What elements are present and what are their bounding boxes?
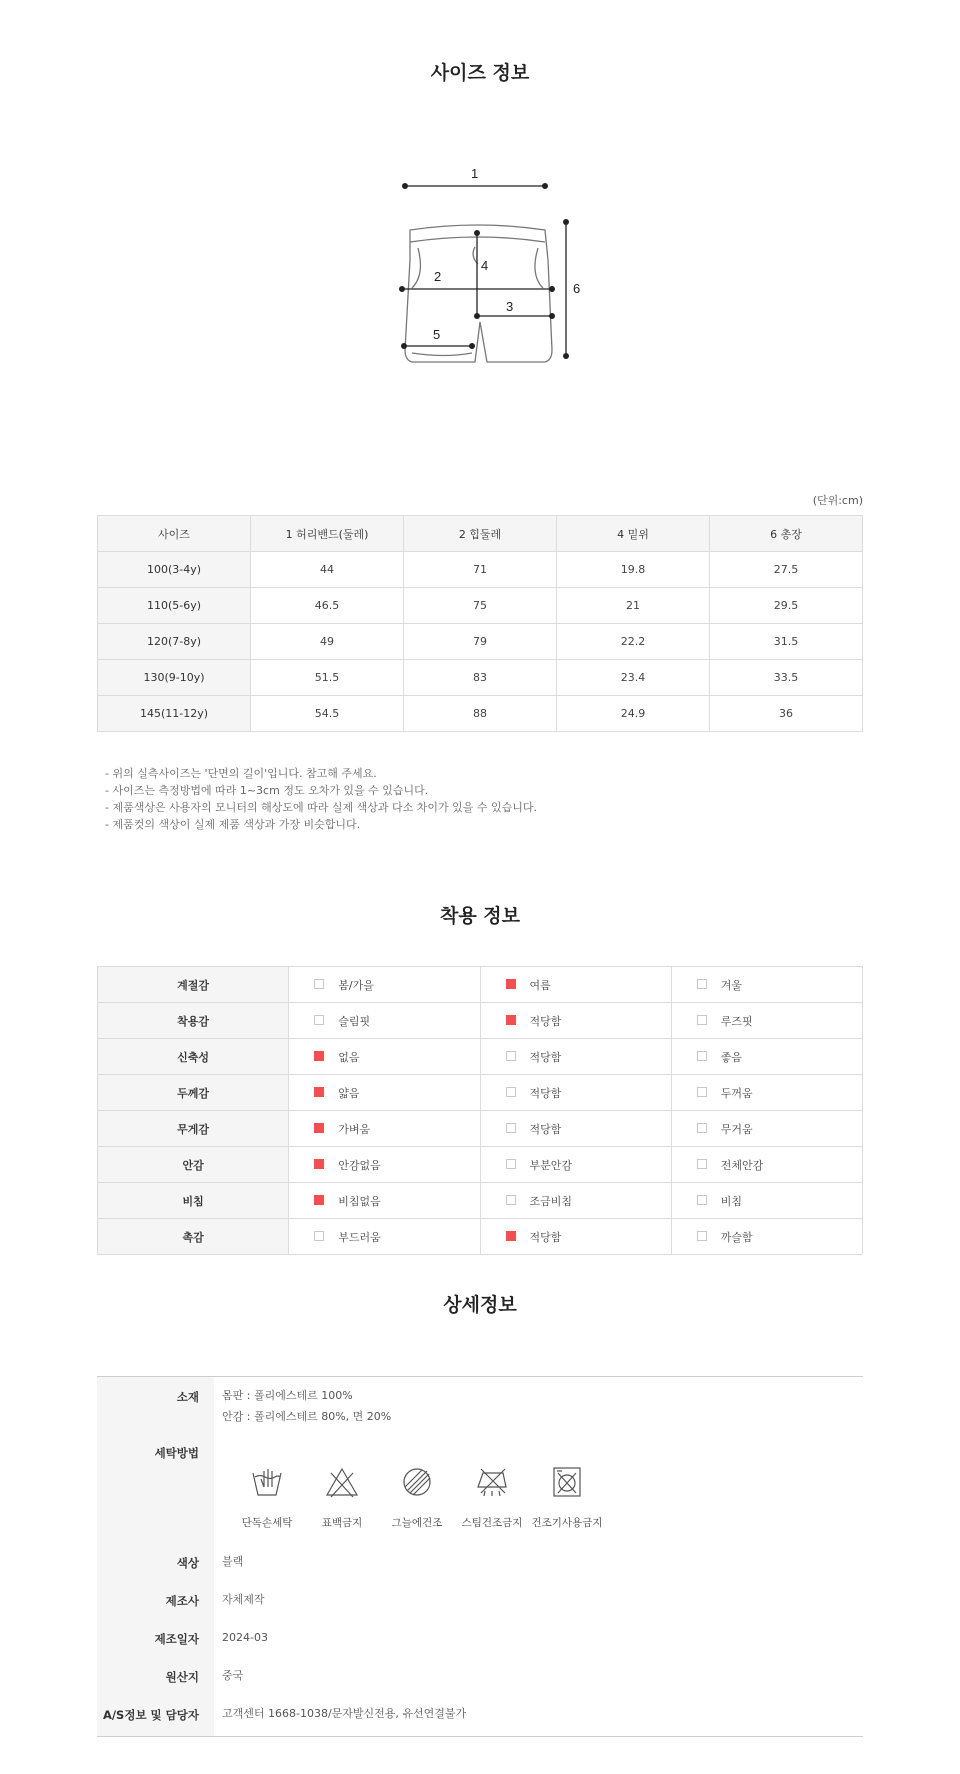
unchecked-box-icon <box>506 1195 516 1205</box>
fit-option-label: 가벼움 <box>338 1122 371 1136</box>
table-cell: 29.5 <box>710 588 863 624</box>
fit-option <box>671 1075 862 1111</box>
fit-option <box>671 1183 862 1219</box>
size-cell: 120(7-8y) <box>98 624 251 660</box>
table-cell: 83 <box>404 660 557 696</box>
care-label: 표백금지 <box>321 1517 363 1529</box>
fit-option <box>671 1147 862 1183</box>
detail-section-title: 상세정보 <box>443 1294 517 1316</box>
fit-option-label: 슬림핏 <box>338 1014 371 1028</box>
unchecked-box-icon <box>697 1015 707 1025</box>
table-cell: 46.5 <box>251 588 404 624</box>
fit-option-label: 적당함 <box>529 1086 562 1100</box>
unchecked-box-icon <box>697 979 707 989</box>
fit-option-label: 적당함 <box>529 1122 562 1136</box>
table-cell: 23.4 <box>557 660 710 696</box>
checked-box-icon <box>506 1231 516 1241</box>
table-cell: 36 <box>710 696 863 732</box>
table-cell: 24.9 <box>557 696 710 732</box>
fit-row-label: 비침 <box>98 1183 289 1219</box>
table-cell: 44 <box>251 552 404 588</box>
note-item: - 제품색상은 사용자의 모니터의 해상도에 따라 실제 색상과 다소 차이가 있을 수 있습니다. <box>105 801 537 814</box>
checked-box-icon <box>314 1159 324 1169</box>
fit-row <box>98 1219 863 1255</box>
washing-label: 세탁방법 <box>154 1446 199 1460</box>
date-label: 제조일자 <box>154 1632 199 1646</box>
unchecked-box-icon <box>697 1051 707 1061</box>
left-hem <box>412 353 472 356</box>
fit-option <box>671 1039 862 1075</box>
fit-option <box>289 1111 480 1147</box>
fit-option <box>480 1147 671 1183</box>
maker-label: 제조사 <box>165 1594 199 1608</box>
left-pocket <box>412 248 420 288</box>
unchecked-box-icon <box>697 1087 707 1097</box>
fit-option <box>289 1003 480 1039</box>
fit-option-label: 비침 <box>720 1194 743 1208</box>
unchecked-box-icon <box>697 1195 707 1205</box>
fit-option <box>289 1039 480 1075</box>
table-cell: 71 <box>404 552 557 588</box>
table-row <box>98 624 863 660</box>
detail-info-table <box>97 1376 863 1737</box>
fit-row-label: 무게감 <box>98 1111 289 1147</box>
unchecked-box-icon <box>314 979 324 989</box>
color-label: 색상 <box>176 1556 199 1570</box>
unit-label: (단위:cm) <box>812 494 863 507</box>
table-cell: 19.8 <box>557 552 710 588</box>
note-item: - 제품컷의 색상이 실제 제품 색상과 가장 비슷합니다. <box>105 818 361 831</box>
fit-row <box>98 1111 863 1147</box>
fit-option <box>480 1075 671 1111</box>
fit-option-label: 부드러움 <box>338 1230 381 1244</box>
diagram-label-6: 6 <box>573 281 581 296</box>
waistband-col-header: 1 허리밴드(둘레) <box>251 516 404 552</box>
diagram-label-1: 1 <box>471 166 479 181</box>
size-notes <box>105 765 537 833</box>
fit-option-label: 부분안감 <box>529 1158 573 1172</box>
table-cell: 33.5 <box>710 660 863 696</box>
maker-value: 자체제작 <box>222 1593 265 1606</box>
color-value: 블랙 <box>222 1555 244 1568</box>
unchecked-box-icon <box>506 1051 516 1061</box>
size-section-title: 사이즈 정보 <box>430 62 530 84</box>
size-cell: 100(3-4y) <box>98 552 251 588</box>
fit-option-label: 얇음 <box>338 1086 360 1100</box>
size-cell: 130(9-10y) <box>98 660 251 696</box>
fit-option-label: 조금비침 <box>529 1194 573 1208</box>
fit-option <box>480 1003 671 1039</box>
unchecked-box-icon <box>314 1231 324 1241</box>
table-cell: 75 <box>404 588 557 624</box>
unchecked-box-icon <box>697 1159 707 1169</box>
material-line: 안감 : 폴리에스테르 80%, 면 20% <box>222 1410 392 1423</box>
care-label: 스팀건조금지 <box>461 1517 523 1529</box>
care-item <box>377 1465 457 1530</box>
unchecked-box-icon <box>697 1231 707 1241</box>
fit-row <box>98 1003 863 1039</box>
care-item <box>527 1465 607 1530</box>
table-cell: 31.5 <box>710 624 863 660</box>
unchecked-box-icon <box>506 1123 516 1133</box>
shorts-outline <box>405 225 552 362</box>
care-item <box>227 1465 307 1530</box>
checked-box-icon <box>314 1123 324 1133</box>
rise-col-header: 4 밑위 <box>557 516 710 552</box>
checked-box-icon <box>506 979 516 989</box>
no-steam-iron-icon <box>475 1465 509 1499</box>
hip-col-header: 2 힙둘레 <box>404 516 557 552</box>
size-table <box>97 515 863 732</box>
care-item <box>452 1465 532 1530</box>
fit-option-label: 전체안감 <box>720 1158 764 1172</box>
fit-row-label: 신축성 <box>98 1039 289 1075</box>
diagram-label-4: 4 <box>481 258 489 273</box>
right-pocket <box>535 248 543 288</box>
table-cell: 22.2 <box>557 624 710 660</box>
hand-wash-icon <box>250 1465 284 1499</box>
no-tumble-dry-icon <box>550 1465 584 1499</box>
material-value <box>222 1385 391 1427</box>
fit-option-label: 두꺼움 <box>720 1086 753 1100</box>
fit-option <box>671 1003 862 1039</box>
fit-option <box>480 1219 671 1255</box>
size-table-header-row <box>98 516 863 552</box>
material-label: 소재 <box>176 1390 199 1404</box>
material-line: 몸판 : 폴리에스테르 100% <box>222 1389 353 1402</box>
fit-option-label: 비침없음 <box>338 1194 381 1208</box>
fit-row <box>98 1147 863 1183</box>
length-col-header: 6 총장 <box>710 516 863 552</box>
fit-option-label: 봄/가을 <box>338 978 374 992</box>
fit-option-label: 적당함 <box>529 1230 562 1244</box>
fit-row-label: 촉감 <box>98 1219 289 1255</box>
fit-option <box>480 1183 671 1219</box>
note-item: - 사이즈는 측정방법에 따라 1~3cm 정도 오차가 있을 수 있습니다. <box>105 784 429 797</box>
fit-option <box>289 1183 480 1219</box>
care-icons <box>214 1465 674 1545</box>
as-info-label: A/S정보 및 담당자 <box>102 1708 199 1722</box>
fit-row-label: 착용감 <box>98 1003 289 1039</box>
fit-row-label: 두께감 <box>98 1075 289 1111</box>
table-row <box>98 660 863 696</box>
fit-row-label: 안감 <box>98 1147 289 1183</box>
checked-box-icon <box>506 1015 516 1025</box>
fit-option-label: 루즈핏 <box>720 1014 753 1028</box>
no-bleach-icon <box>325 1465 359 1499</box>
fit-row <box>98 967 863 1003</box>
fit-row <box>98 1183 863 1219</box>
fit-option <box>289 1075 480 1111</box>
table-cell: 21 <box>557 588 710 624</box>
table-row <box>98 588 863 624</box>
shade-dry-icon <box>400 1465 434 1499</box>
size-cell: 145(11-12y) <box>98 696 251 732</box>
fit-option <box>671 967 862 1003</box>
fit-option-label: 겨울 <box>720 978 743 992</box>
checked-box-icon <box>314 1087 324 1097</box>
fit-option-label: 좋음 <box>720 1050 743 1064</box>
shorts-measurement-diagram <box>0 160 960 380</box>
fit-option <box>671 1111 862 1147</box>
checked-box-icon <box>314 1051 324 1061</box>
date-value: 2024-03 <box>222 1631 268 1644</box>
fit-option-label: 적당함 <box>529 1050 562 1064</box>
care-item <box>302 1465 382 1530</box>
table-cell: 79 <box>404 624 557 660</box>
fit-option-label: 여름 <box>529 978 551 992</box>
unchecked-box-icon <box>697 1123 707 1133</box>
size-cell: 110(5-6y) <box>98 588 251 624</box>
unchecked-box-icon <box>506 1087 516 1097</box>
size-col-header: 사이즈 <box>98 516 251 552</box>
fit-table <box>97 966 863 1255</box>
fit-option-label: 무거움 <box>720 1122 753 1136</box>
table-row <box>98 696 863 732</box>
fit-option <box>289 1147 480 1183</box>
fit-option-label: 적당함 <box>529 1014 562 1028</box>
unchecked-box-icon <box>506 1159 516 1169</box>
unchecked-box-icon <box>314 1015 324 1025</box>
fit-option <box>480 1111 671 1147</box>
table-cell: 54.5 <box>251 696 404 732</box>
care-label: 단독손세탁 <box>241 1517 293 1529</box>
checked-box-icon <box>314 1195 324 1205</box>
fit-option <box>480 967 671 1003</box>
table-cell: 51.5 <box>251 660 404 696</box>
fit-row-label: 계절감 <box>98 967 289 1003</box>
note-item: - 위의 실측사이즈는 '단면의 길이'입니다. 참고해 주세요. <box>105 767 377 780</box>
origin-value: 중국 <box>222 1669 244 1682</box>
fit-option <box>289 1219 480 1255</box>
origin-label: 원산지 <box>165 1670 199 1684</box>
fit-section-title: 착용 정보 <box>439 905 521 927</box>
table-cell: 49 <box>251 624 404 660</box>
table-row <box>98 552 863 588</box>
table-cell: 88 <box>404 696 557 732</box>
diagram-label-5: 5 <box>433 327 441 342</box>
diagram-label-3: 3 <box>506 299 514 314</box>
fit-option-label: 안감없음 <box>338 1158 381 1172</box>
fit-option <box>671 1219 862 1255</box>
care-label: 그늘에건조 <box>391 1517 443 1529</box>
fit-option <box>480 1039 671 1075</box>
fit-row <box>98 1039 863 1075</box>
as-info-value: 고객센터 1668-1038/문자발신전용, 유선연결불가 <box>222 1707 467 1720</box>
fit-row <box>98 1075 863 1111</box>
fit-option <box>289 967 480 1003</box>
diagram-label-2: 2 <box>434 269 442 284</box>
care-label: 건조기사용금지 <box>531 1517 603 1529</box>
fit-option-label: 까슬함 <box>720 1230 753 1244</box>
fit-option-label: 없음 <box>338 1050 360 1064</box>
table-cell: 27.5 <box>710 552 863 588</box>
